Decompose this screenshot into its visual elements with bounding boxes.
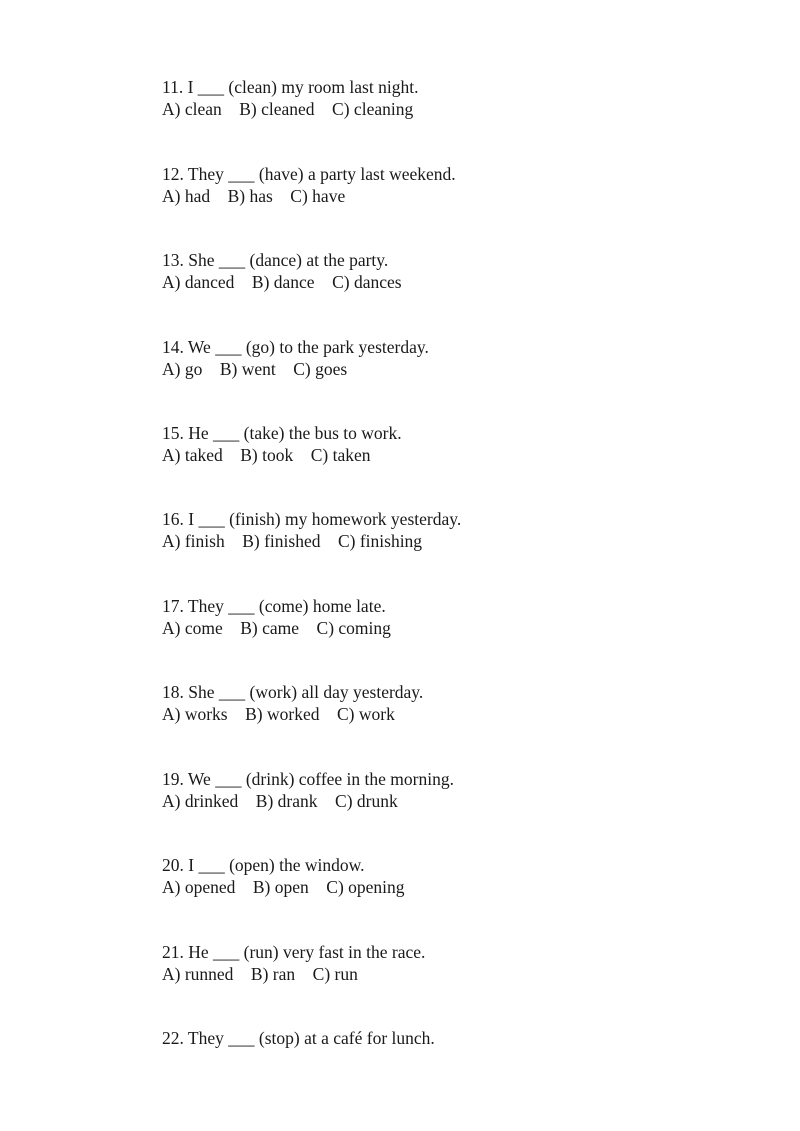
question-stem: 21. He ___ (run) very fast in the race. bbox=[162, 942, 426, 962]
question-stem: 16. I ___ (finish) my homework yesterday. bbox=[162, 509, 462, 529]
question-options: A) come B) came C) coming bbox=[162, 618, 391, 638]
question-11 bbox=[162, 76, 722, 120]
question-18 bbox=[162, 681, 722, 725]
question-options: A) finish B) finished C) finishing bbox=[162, 531, 423, 551]
question-options: A) go B) went C) goes bbox=[162, 359, 348, 379]
question-stem: 17. They ___ (come) home late. bbox=[162, 596, 386, 616]
question-stem: 22. They ___ (stop) at a café for lunch. bbox=[162, 1028, 435, 1048]
question-21 bbox=[162, 941, 722, 985]
question-15 bbox=[162, 422, 722, 466]
question-options: A) runned B) ran C) run bbox=[162, 964, 358, 984]
question-stem: 13. She ___ (dance) at the party. bbox=[162, 250, 389, 270]
question-stem: 19. We ___ (drink) coffee in the morning. bbox=[162, 769, 454, 789]
question-stem: 20. I ___ (open) the window. bbox=[162, 855, 365, 875]
question-options: A) drinked B) drank C) drunk bbox=[162, 791, 398, 811]
question-options: A) had B) has C) have bbox=[162, 186, 346, 206]
question-options: A) clean B) cleaned C) cleaning bbox=[162, 99, 414, 119]
question-stem: 14. We ___ (go) to the park yesterday. bbox=[162, 337, 429, 357]
question-12 bbox=[162, 163, 722, 207]
question-14 bbox=[162, 336, 722, 380]
question-22 bbox=[162, 1027, 722, 1049]
question-16 bbox=[162, 508, 722, 552]
question-options: A) opened B) open C) opening bbox=[162, 877, 405, 897]
question-stem: 12. They ___ (have) a party last weekend. bbox=[162, 164, 456, 184]
question-stem: 15. He ___ (take) the bus to work. bbox=[162, 423, 402, 443]
question-options: A) danced B) dance C) dances bbox=[162, 272, 402, 292]
question-13 bbox=[162, 249, 722, 293]
question-19 bbox=[162, 768, 722, 812]
question-options: A) taked B) took C) taken bbox=[162, 445, 371, 465]
question-stem: 18. She ___ (work) all day yesterday. bbox=[162, 682, 424, 702]
question-options: A) works B) worked C) work bbox=[162, 704, 395, 724]
question-20 bbox=[162, 854, 722, 898]
question-stem: 11. I ___ (clean) my room last night. bbox=[162, 77, 419, 97]
question-17 bbox=[162, 595, 722, 639]
